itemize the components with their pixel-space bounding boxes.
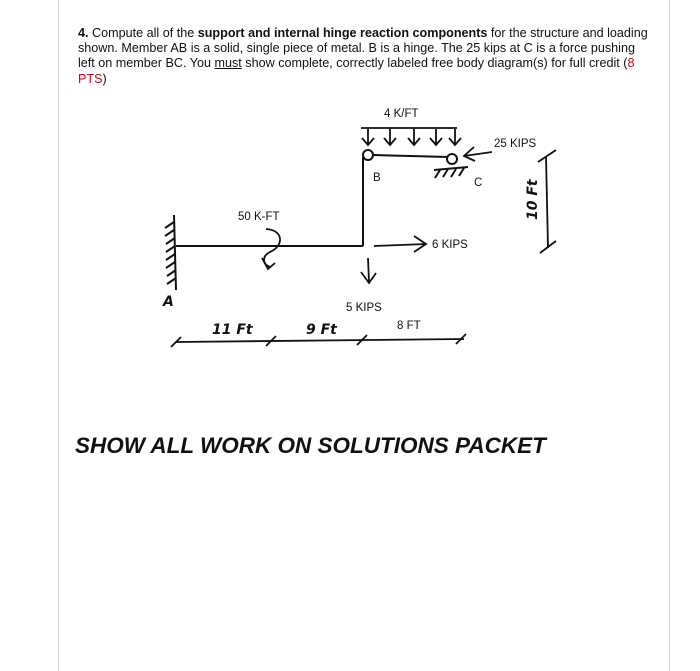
member-ab <box>176 157 363 246</box>
problem-text-1: Compute all of the <box>92 26 198 40</box>
force-25-kips-arrow <box>464 147 492 161</box>
label-force-c: 25 KIPS <box>494 138 537 150</box>
problem-underline: must <box>214 56 242 71</box>
label-dim-1: 11 Ft <box>212 322 253 338</box>
credit-points: 8 PTS <box>78 56 635 86</box>
problem-number: 4. <box>78 26 89 40</box>
label-moment: 50 K-FT <box>238 211 280 223</box>
problem-text-4: ) <box>102 71 107 86</box>
label-dim-vertical: 10 Ft <box>525 179 541 220</box>
footer-instruction: SHOW ALL WORK ON SOLUTIONS PACKET <box>75 433 546 458</box>
moment-50-kft <box>262 229 280 269</box>
label-force-down: 5 KIPS <box>346 302 382 314</box>
label-point-b: B <box>373 172 381 184</box>
label-force-right: 6 KIPS <box>432 239 468 251</box>
label-point-a: A <box>163 294 174 310</box>
label-dim-2: 9 Ft <box>306 322 337 338</box>
problem-text-2: for the structure and loading shown. Member AB is a solid, single piece of metal. B is a hinge. The 25 kips at C is a force pushing left on member BC. You <box>78 26 648 71</box>
force-5-kips-arrow <box>361 258 376 283</box>
hinge-b <box>363 150 373 160</box>
label-point-c: C <box>474 177 483 189</box>
fixed-support-a <box>165 215 176 290</box>
label-distributed-load: 4 K/FT <box>384 108 419 120</box>
problem-text-3: show complete, correctly labeled free body diagram(s) for full credit ( <box>241 56 628 71</box>
label-dim-3: 8 FT <box>397 320 421 332</box>
distributed-load <box>361 128 461 145</box>
problem-emphasis: support and internal hinge reaction components <box>197 26 488 40</box>
force-6-kips-arrow <box>374 236 426 252</box>
member-bc <box>373 155 449 157</box>
